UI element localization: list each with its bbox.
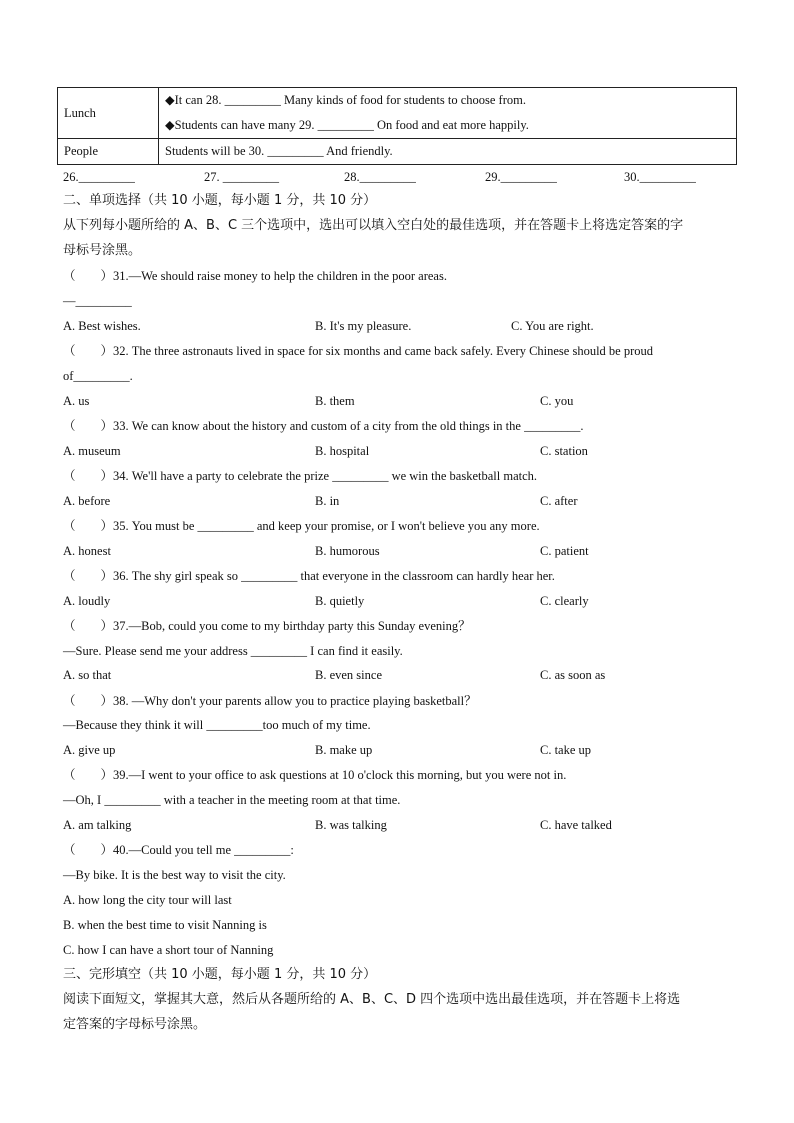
option-36-a: A. loudly xyxy=(63,594,111,608)
option-40-c: C. how I can have a short tour of Nanning xyxy=(63,943,274,957)
answer-blank-30: 30._________ xyxy=(624,170,696,184)
option-31-c: C. You are right. xyxy=(511,319,594,333)
section2-instruction: 从下列每小题所给的 A、B、C 三个选项中，选出可以填入空白处的最佳选项，并在答题卡上将选定答案的字 xyxy=(63,218,684,233)
section3-instruction: 阅读下面短文，掌握其大意，然后从各题所给的 A、B、C、D 四个选项中选出最佳选项，并在答题卡上将选 xyxy=(63,992,681,1007)
question-38-response: —Because they think it will _________too much of my time. xyxy=(63,718,371,732)
question-33-stem: （ ）33. We can know about the history and custom of a city from the old things in the _________. xyxy=(63,419,584,433)
question-35-stem: （ ）35. You must be _________ and keep your promise, or I won't believe you any more. xyxy=(63,519,540,533)
question-39-response: —Oh, I _________ with a teacher in the meeting room at that time. xyxy=(63,793,401,807)
option-40-a: A. how long the city tour will last xyxy=(63,893,232,907)
info-table xyxy=(57,87,737,165)
lunch-content xyxy=(159,88,737,139)
answer-blank-28: 28._________ xyxy=(344,170,416,184)
option-32-b: B. them xyxy=(315,394,355,408)
row-label-lunch: Lunch xyxy=(58,88,159,139)
option-34-c: C. after xyxy=(540,494,578,508)
option-31-a: A. Best wishes. xyxy=(63,319,141,333)
lunch-line-29: ◆Students can have many 29. _________ On food and eat more happily. xyxy=(165,118,529,132)
answer-blank-29: 29._________ xyxy=(485,170,557,184)
option-31-b: B. It's my pleasure. xyxy=(315,319,412,333)
option-34-a: A. before xyxy=(63,494,111,508)
question-31-stem: （ ）31.—We should raise money to help the children in the poor areas. xyxy=(63,269,447,283)
question-34-stem: （ ）34. We'll have a party to celebrate the prize _________ we win the basketball match. xyxy=(63,469,538,483)
option-36-c: C. clearly xyxy=(540,594,589,608)
question-40-stem: （ ）40.—Could you tell me _________: xyxy=(63,843,294,857)
option-32-a: A. us xyxy=(63,394,90,408)
question-39-stem: （ ）39.—I went to your office to ask questions at 10 o'clock this morning, but you were not in. xyxy=(63,768,567,782)
question-37-stem: （ ）37.—Bob, could you come to my birthday party this Sunday evening？ xyxy=(63,619,471,633)
question-31-response: —_________ xyxy=(63,294,132,308)
section3-heading: 三、完形填空（共 10 小题，每小题 1 分，共 10 分） xyxy=(63,967,377,982)
answer-blank-26: 26._________ xyxy=(63,170,135,184)
option-38-b: B. make up xyxy=(315,743,373,757)
answer-blank-27: 27. _________ xyxy=(204,170,279,184)
option-37-b: B. even since xyxy=(315,668,382,682)
option-40-b: B. when the best time to visit Nanning is xyxy=(63,918,267,932)
question-32-stem-cont: of_________. xyxy=(63,369,133,383)
option-39-c: C. have talked xyxy=(540,818,612,832)
section2-instruction-cont: 母标号涂黑。 xyxy=(63,243,142,258)
option-37-c: C. as soon as xyxy=(540,668,606,682)
section3-instruction-cont: 定答案的字母标号涂黑。 xyxy=(63,1017,207,1032)
question-36-stem: （ ）36. The shy girl speak so _________ that everyone in the classroom can hardly hear her. xyxy=(63,569,555,583)
option-39-a: A. am talking xyxy=(63,818,132,832)
question-37-response: —Sure. Please send me your address _________ I can find it easily. xyxy=(63,644,403,658)
lunch-line-28: ◆It can 28. _________ Many kinds of food for students to choose from. xyxy=(165,93,526,107)
option-39-b: B. was talking xyxy=(315,818,387,832)
option-35-a: A. honest xyxy=(63,544,111,558)
option-35-c: C. patient xyxy=(540,544,589,558)
option-38-c: C. take up xyxy=(540,743,592,757)
row-label-people: People xyxy=(58,139,159,165)
question-32-stem: （ ）32. The three astronauts lived in space for six months and came back safely. Every Chinese should be proud xyxy=(63,344,654,358)
question-38-stem: （ ）38. —Why don't your parents allow you to practice playing basketball？ xyxy=(63,694,477,708)
option-36-b: B. quietly xyxy=(315,594,365,608)
table-row-people xyxy=(58,139,737,165)
option-38-a: A. give up xyxy=(63,743,116,757)
option-37-a: A. so that xyxy=(63,668,112,682)
people-line-30: Students will be 30. _________ And friendly. xyxy=(159,139,737,165)
option-33-b: B. hospital xyxy=(315,444,370,458)
option-34-b: B. in xyxy=(315,494,340,508)
option-32-c: C. you xyxy=(540,394,574,408)
option-35-b: B. humorous xyxy=(315,544,380,558)
table-row-lunch xyxy=(58,88,737,139)
question-40-response: —By bike. It is the best way to visit the city. xyxy=(63,868,286,882)
option-33-c: C. station xyxy=(540,444,588,458)
option-33-a: A. museum xyxy=(63,444,121,458)
section2-heading: 二、单项选择（共 10 小题，每小题 1 分，共 10 分） xyxy=(63,193,377,208)
